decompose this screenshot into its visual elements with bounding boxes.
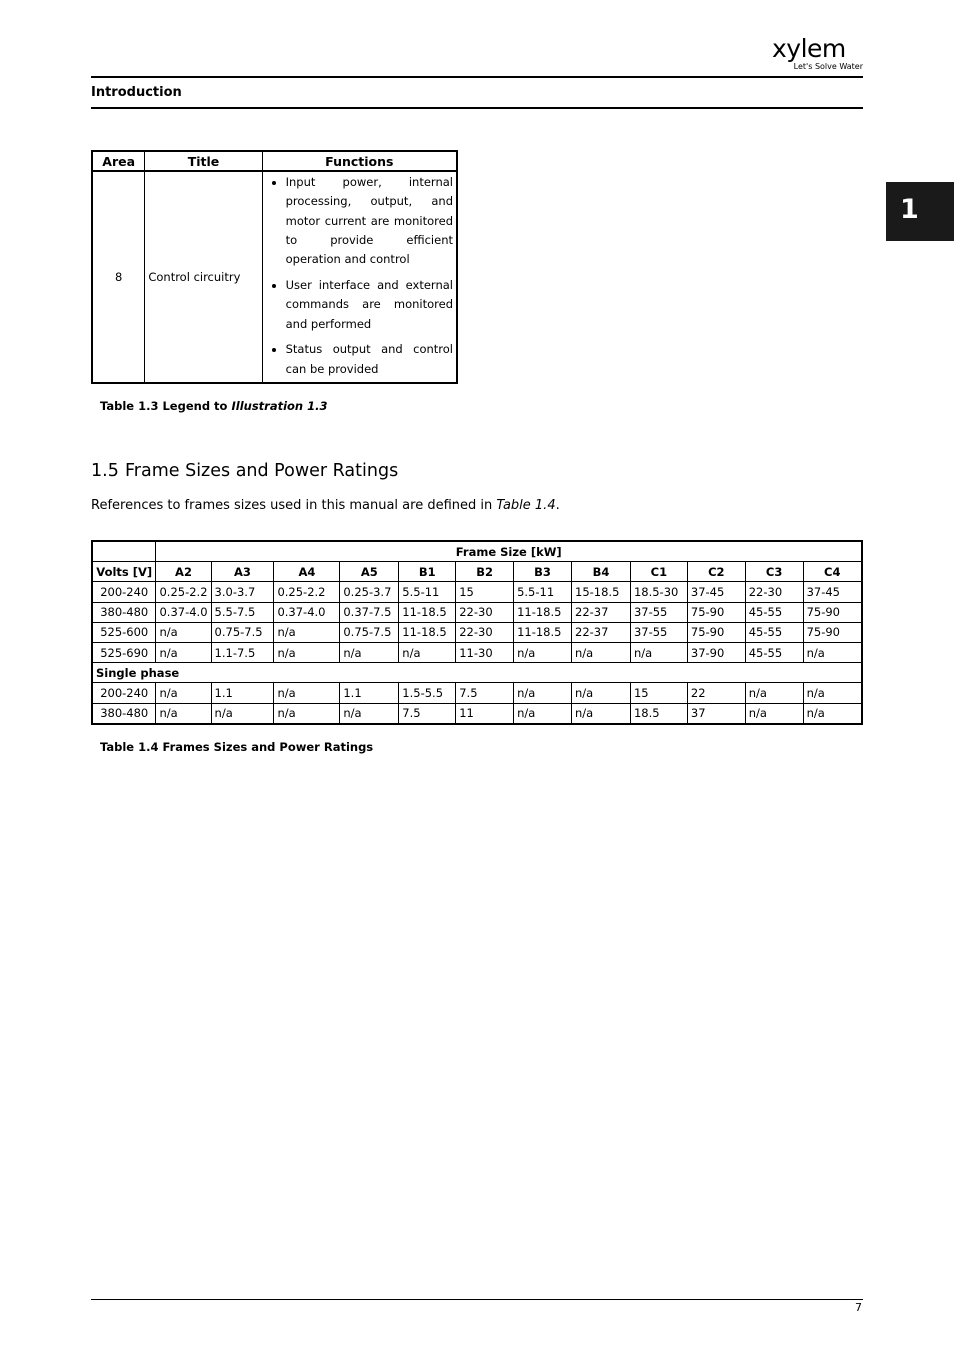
functions-list <box>266 173 453 379</box>
volts-cell: 200-240 <box>92 683 156 703</box>
power-rating-cell: 15 <box>630 683 687 703</box>
table-row <box>92 703 862 724</box>
power-rating-cell: 0.75-7.5 <box>211 622 274 642</box>
power-rating-cell: n/a <box>745 683 803 703</box>
frame-column-header: A3 <box>211 562 274 582</box>
power-rating-cell: n/a <box>274 683 340 703</box>
power-rating-cell: 22-30 <box>456 622 514 642</box>
table-row <box>92 582 862 602</box>
power-rating-cell: n/a <box>274 622 340 642</box>
power-rating-cell: 22-30 <box>456 602 514 622</box>
volts-cell: 525-690 <box>92 642 156 662</box>
intro-text: References to frames sizes used in this manual are defined in <box>91 498 497 513</box>
power-rating-cell: n/a <box>514 683 572 703</box>
power-rating-cell: 3.0-3.7 <box>211 582 274 602</box>
power-rating-cell: 75-90 <box>803 602 862 622</box>
volts-header: Volts [V] <box>92 562 156 582</box>
power-rating-cell: n/a <box>572 703 631 724</box>
legend-area-cell: 8 <box>92 171 145 383</box>
power-rating-cell: 0.37-4.0 <box>156 602 211 622</box>
frame-column-header: A4 <box>274 562 340 582</box>
function-item: • Input power, internal processing, output, and motor current are monitored to provide efficient operation and control <box>286 173 453 269</box>
frame-column-header: B2 <box>456 562 514 582</box>
frames-table-caption: Table 1.4 Frames Sizes and Power Ratings <box>100 740 374 754</box>
single-phase-row <box>92 663 862 683</box>
power-rating-cell: 15 <box>456 582 514 602</box>
power-rating-cell: n/a <box>211 703 274 724</box>
power-rating-cell: n/a <box>572 683 631 703</box>
power-rating-cell: 5.5-11 <box>514 582 572 602</box>
power-rating-cell: 0.25-3.7 <box>340 582 399 602</box>
power-rating-cell: 37 <box>687 703 745 724</box>
power-rating-cell: n/a <box>572 642 631 662</box>
power-rating-cell: 0.25-2.2 <box>156 582 211 602</box>
power-rating-cell: 11-18.5 <box>514 622 572 642</box>
function-item: • Status output and control can be provided <box>286 340 453 379</box>
power-rating-cell: 45-55 <box>745 602 803 622</box>
power-rating-cell: 75-90 <box>687 622 745 642</box>
section-heading <box>91 461 398 481</box>
power-rating-cell: n/a <box>156 642 211 662</box>
power-rating-cell: 37-55 <box>630 622 687 642</box>
power-rating-cell: 45-55 <box>745 622 803 642</box>
power-rating-cell: n/a <box>514 703 572 724</box>
power-rating-cell: n/a <box>399 642 456 662</box>
power-rating-cell: 75-90 <box>687 602 745 622</box>
power-rating-cell: 5.5-11 <box>399 582 456 602</box>
power-rating-cell: 11-18.5 <box>399 602 456 622</box>
power-rating-cell: 1.1 <box>211 683 274 703</box>
power-rating-cell: 22-37 <box>572 622 631 642</box>
power-rating-cell: 7.5 <box>399 703 456 724</box>
table-row <box>92 642 862 662</box>
power-rating-cell: 37-45 <box>687 582 745 602</box>
frame-column-header: C3 <box>745 562 803 582</box>
frame-group-header-row <box>92 541 862 562</box>
volts-cell: 380-480 <box>92 602 156 622</box>
power-rating-cell: 11-18.5 <box>514 602 572 622</box>
power-rating-cell: 0.25-2.2 <box>274 582 340 602</box>
power-rating-cell: 18.5-30 <box>630 582 687 602</box>
legend-table-caption <box>100 399 328 413</box>
power-rating-cell: 22-30 <box>745 582 803 602</box>
volts-cell: 525-600 <box>92 622 156 642</box>
frame-column-header: B4 <box>572 562 631 582</box>
legend-header-title: Title <box>145 151 262 171</box>
frame-size-group-header: Frame Size [kW] <box>156 541 862 562</box>
intro-suffix: . <box>555 498 560 513</box>
frame-column-header: C4 <box>803 562 862 582</box>
frame-column-header: C1 <box>630 562 687 582</box>
xylem-logo <box>770 34 865 74</box>
frame-column-header: C2 <box>687 562 745 582</box>
legend-header-functions: Functions <box>262 151 457 171</box>
power-rating-cell: n/a <box>340 642 399 662</box>
power-rating-cell: 22-37 <box>572 602 631 622</box>
power-rating-cell: n/a <box>803 703 862 724</box>
power-rating-cell: 37-90 <box>687 642 745 662</box>
power-rating-cell: n/a <box>340 703 399 724</box>
power-rating-cell: n/a <box>156 703 211 724</box>
legend-table <box>91 150 458 384</box>
power-rating-cell: n/a <box>803 642 862 662</box>
legend-row <box>92 171 457 383</box>
function-item: • User interface and external commands are monitored and performed <box>286 276 453 334</box>
power-rating-cell: 37-45 <box>803 582 862 602</box>
header-rule <box>91 76 863 78</box>
empty-corner-cell <box>92 541 156 562</box>
power-rating-cell: 0.75-7.5 <box>340 622 399 642</box>
caption-text: Table 1.3 Legend to <box>100 399 232 413</box>
legend-title-cell: Control circuitry <box>145 171 262 383</box>
frame-column-header-row <box>92 562 862 582</box>
power-rating-cell: 22 <box>687 683 745 703</box>
logo-tagline: Let's Solve Water <box>793 62 863 71</box>
legend-functions-cell <box>262 171 457 383</box>
power-rating-cell: 5.5-7.5 <box>211 602 274 622</box>
power-rating-cell: 15-18.5 <box>572 582 631 602</box>
running-header: Introduction <box>91 85 182 100</box>
power-rating-cell: n/a <box>803 683 862 703</box>
caption-reference: Illustration 1.3 <box>231 399 328 413</box>
power-rating-cell: 11-18.5 <box>399 622 456 642</box>
frame-column-header: A5 <box>340 562 399 582</box>
logo-wordmark: xylem <box>772 34 846 63</box>
power-rating-cell: 75-90 <box>803 622 862 642</box>
legend-header-area: Area <box>92 151 145 171</box>
power-rating-cell: 1.1 <box>340 683 399 703</box>
header-rule-lower <box>91 107 863 109</box>
power-rating-cell: n/a <box>274 642 340 662</box>
frame-column-header: B3 <box>514 562 572 582</box>
page-number: 7 <box>855 1301 862 1314</box>
chapter-tab <box>886 182 954 241</box>
volts-cell: 200-240 <box>92 582 156 602</box>
power-rating-cell: 7.5 <box>456 683 514 703</box>
single-phase-label: Single phase <box>92 663 862 683</box>
power-rating-cell: 45-55 <box>745 642 803 662</box>
intro-table-reference: Table 1.4 <box>496 498 556 513</box>
legend-header-row <box>92 151 457 171</box>
power-rating-cell: n/a <box>156 622 211 642</box>
power-rating-cell: n/a <box>514 642 572 662</box>
table-row <box>92 683 862 703</box>
section-intro <box>91 498 560 513</box>
power-rating-cell: n/a <box>630 642 687 662</box>
frame-sizes-table <box>91 540 863 725</box>
frame-column-header: B1 <box>399 562 456 582</box>
section-title: Frame Sizes and Power Ratings <box>125 461 399 481</box>
power-rating-cell: 18.5 <box>630 703 687 724</box>
power-rating-cell: 1.5-5.5 <box>399 683 456 703</box>
chapter-number: 1 <box>900 194 919 225</box>
table-row <box>92 602 862 622</box>
volts-cell: 380-480 <box>92 703 156 724</box>
footer-rule <box>91 1299 863 1300</box>
power-rating-cell: n/a <box>274 703 340 724</box>
power-rating-cell: 37-55 <box>630 602 687 622</box>
table-row <box>92 622 862 642</box>
frame-column-header: A2 <box>156 562 211 582</box>
power-rating-cell: 0.37-7.5 <box>340 602 399 622</box>
power-rating-cell: 11 <box>456 703 514 724</box>
section-number: 1.5 <box>91 461 119 481</box>
power-rating-cell: 1.1-7.5 <box>211 642 274 662</box>
power-rating-cell: 11-30 <box>456 642 514 662</box>
power-rating-cell: n/a <box>156 683 211 703</box>
power-rating-cell: 0.37-4.0 <box>274 602 340 622</box>
power-rating-cell: n/a <box>745 703 803 724</box>
